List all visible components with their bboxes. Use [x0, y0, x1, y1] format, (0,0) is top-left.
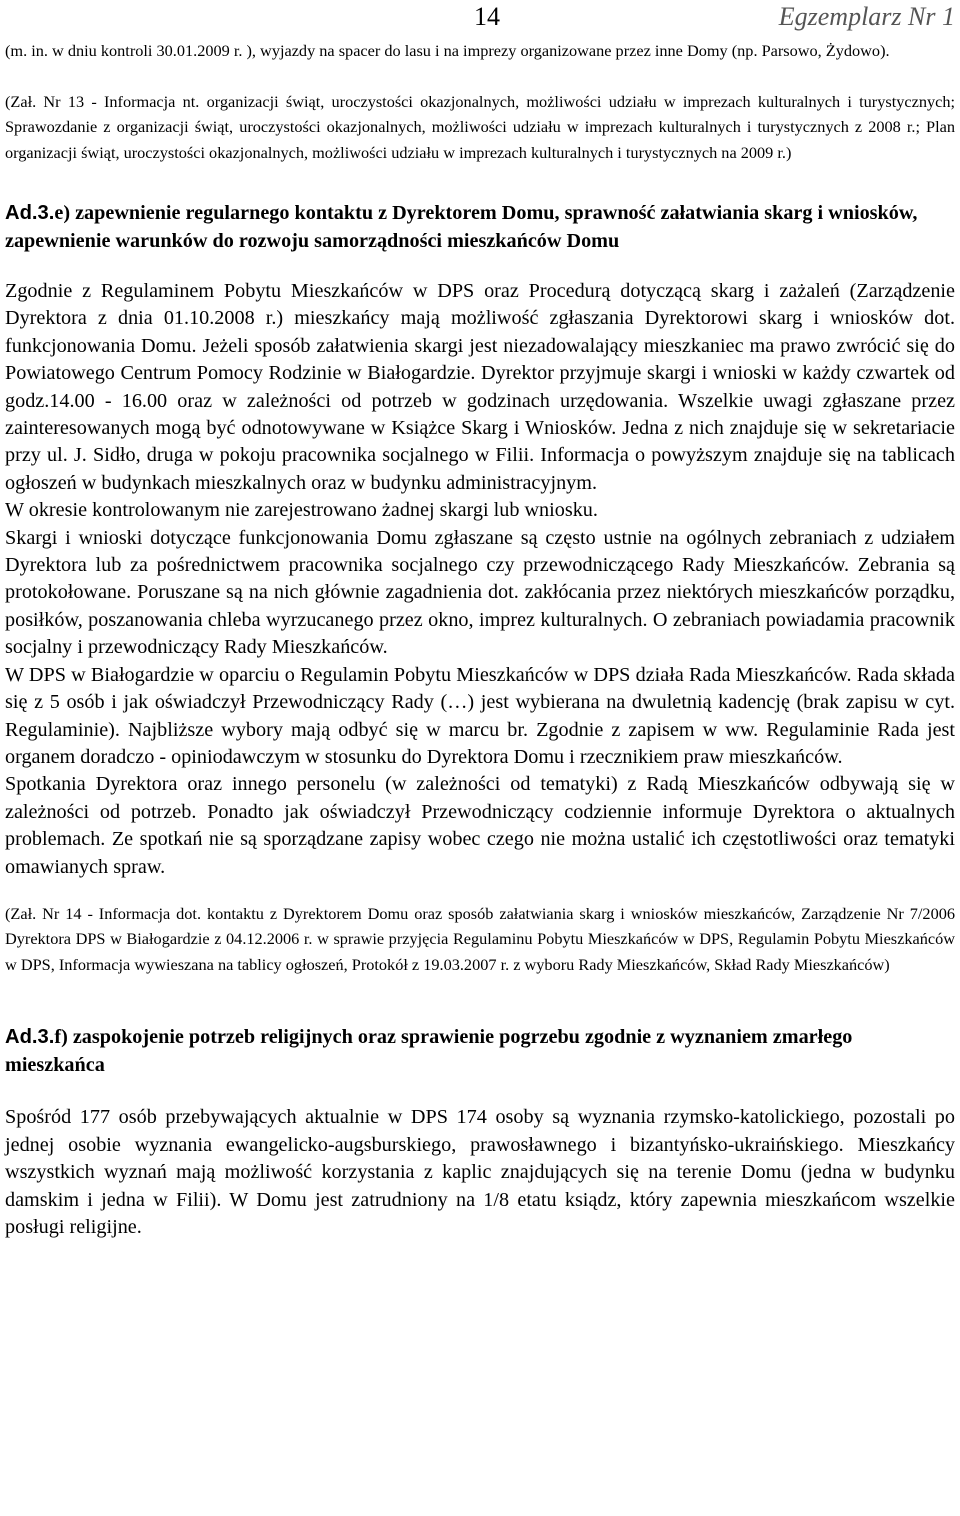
section-f-heading-label: Ad.3. [5, 1026, 55, 1049]
section-e-heading [5, 200, 955, 255]
section-e-body [5, 278, 955, 881]
page-number: 14 [474, 2, 500, 31]
page-content [5, 38, 955, 1241]
residents-council-paragraph: W DPS w Białogardzie w oparciu o Regulamin Pobytu Mieszkańców w DPS działa Rada Mieszkańców. Rada składa się z 5 osób i jak oświadczył Przewodniczący Rady (…) jest wybierana na dwuletnią kadencję (brak zapisu w cyt. Regulaminie). Najbliższe wybory mają odbyć się w marcu br. Zgodnie z zapisem w ww. Regulaminie Rada jest organem doradczo - opiniodawczym w stosunku do Dyrektora Domu i rzecznikiem praw mieszkańców. [5, 663, 955, 768]
page-header [5, 2, 955, 32]
section-e-heading-text: e) zapewnienie regularnego kontaktu z Dyrektorem Domu, sprawność załatwiania skarg i wniosków, zapewnienie warunków do rozwoju samorządności mieszkańców Domu [5, 202, 918, 252]
annex-14-note: (Zał. Nr 14 - Informacja dot. kontaktu z Dyrektorem Domu oraz sposób załatwiania skarg i wniosków mieszkańców, Zarządzenie Nr 7/2006 Dyrektora DPS w Białogardzie z 04.12.2006 r. w sprawie przyjęcia Regulaminu Pobytu Mieszkańców w DPS, Regulamin Pobytu Mieszkańców w DPS, Informacja wywieszana na tablicy ogłoszeń, Protokół z 19.03.2007 r. z wyboru Rady Mieszkańców, Skład Rady Mieszkańców) [5, 903, 955, 974]
meetings-paragraph: Skargi i wnioski dotyczące funkcjonowania Domu zgłaszane są często ustnie na ogólnych zebraniach z udziałem Dyrektora lub za pośrednictwem pracownika socjalnego czy przewodniczącego Rady Mieszkańców. Zebrania są protokołowane. Poruszane są na nich głównie zagadnienia dot. zakłócania przez niektórych mieszkańców porządku, posiłków, poszanowania chleba wyrzucanego przez okno, imprez kulturalnych. O zebraniach powiadamia pracownik socjalny i przewodniczący Rady Mieszkańców. [5, 526, 955, 659]
section-e-heading-label: Ad.3. [5, 202, 55, 224]
section-f-heading-text: f) zaspokojenie potrzeb religijnych oraz sprawienie pogrzebu zgodnie z wyznaniem zmarłego mieszkańca [5, 1026, 853, 1076]
section-f-heading [5, 1024, 955, 1079]
intro-paragraph: (m. in. w dniu kontroli 30.01.2009 r. ), wyjazdy na spacer do lasu i na imprezy organizowane przez inne Domy (np. Parsowo, Żydowo). [5, 41, 890, 60]
director-meetings-paragraph: Spotkania Dyrektora oraz innego personelu (w zależności od tematyki) z Radą Mieszkańców odbywają się w zależności od potrzeb. Ponadto jak oświadczył Przewodniczący codziennie informuje Dyrektora o aktualnych problemach. Ze spotkań nie są sporządzane zapisy wobec czego nie można ustalić ich częstotliwości oraz tematyki omawianych spraw. [5, 773, 955, 878]
annex-13-note: (Zał. Nr 13 - Informacja nt. organizacji świąt, uroczystości okazjonalnych, możliwości udziału w imprezach kulturalnych i turystycznych; Sprawozdanie z organizacji świąt, uroczystości okazjonalnych, możliwości udziału w imprezach kulturalnych i turystycznych z 2008 r.; Plan organizacji świąt, uroczystości okazjonalnych, możliwości udziału w imprezach kulturalnych i turystycznych na 2009 r.) [5, 91, 955, 162]
no-complaints-paragraph: W okresie kontrolowanym nie zarejestrowano żadnej skargi lub wniosku. [5, 499, 598, 522]
copy-label: Egzemplarz Nr 1 [778, 2, 955, 31]
complaints-procedure-paragraph: Zgodnie z Regulaminem Pobytu Mieszkańców w DPS oraz Procedurą dotyczącą skarg i zażaleń (Zarządzenie Dyrektora z dnia 01.10.2008 r.) mieszkańcy mają możliwość zgłaszania Dyrektorowi skarg i wniosków dot. funkcjonowania Domu. Jeżeli sposób załatwienia skargi jest niezadowalający mieszkaniec ma prawo zwrócić się do Powiatowego Centrum Pomocy Rodzinie w Białogardzie. Dyrektor przyjmuje skargi i wnioski w każdy czwartek od godz.14.00 - 16.00 oraz w zależności od potrzeb w godzinach urzędowania. Wszelkie uwagi zgłaszane przez zainteresowanych mogą być odnotowywane w Książce Skarg i Wniosków. Jedna z nich znajduje się w sekretariacie przy ul. J. Sidło, druga w pokoju pracownika socjalnego w Filii. Informacja o powyższym znajduje się na tablicach ogłoszeń w budynkach mieszkalnych oraz w budynku administracyjnym. [5, 280, 955, 494]
religious-needs-paragraph: Spośród 177 osób przebywających aktualnie w DPS 174 osoby są wyznania rzymsko-katolickiego, pozostali po jednej osobie wyznania ewangelicko-augsburskiego, prawosławnego i bizantyńsko-ukraińskiego. Mieszkańcy wszystkich wyznań mają możliwość korzystania z kaplic znajdujących się na terenie Domu (jedna w budynku damskim i jedna w Filii). W Domu jest zatrudniony na 1/8 etatu ksiądz, który zapewnia mieszkańcom wszelkie posługi religijne. [5, 1106, 955, 1239]
